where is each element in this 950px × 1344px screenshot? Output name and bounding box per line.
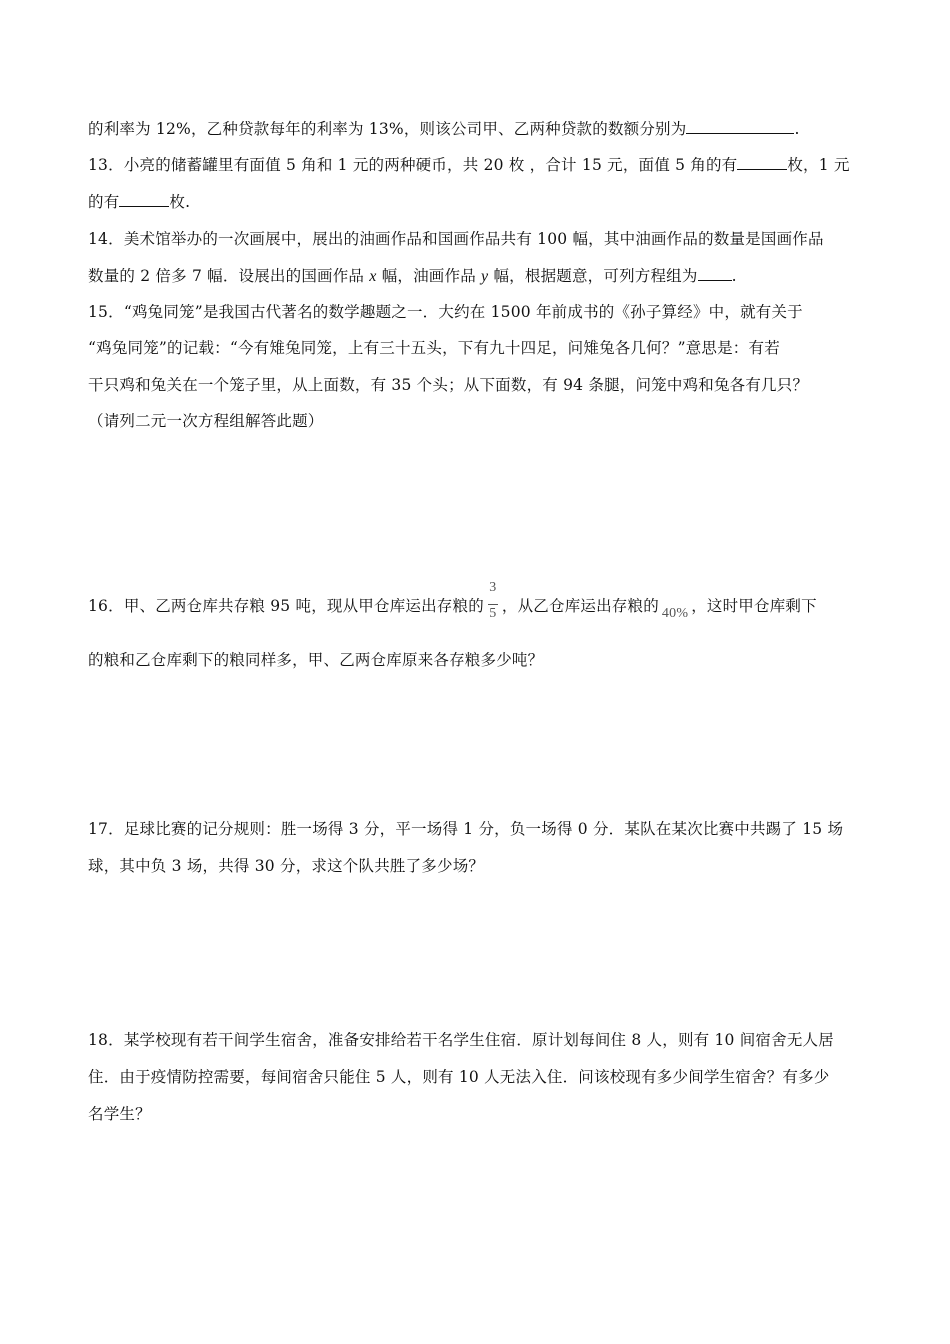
q13-blank-yuan[interactable] — [119, 192, 169, 207]
q17-line-2: 球，其中负 3 场，共得 30 分，求这个队共胜了多少场？ — [88, 857, 485, 875]
q15-line-1: 15．“鸡兔同笼”是我国古代著名的数学趣题之一．大约在 1500 年前成书的《孙子算经》中，就有关于 — [88, 303, 803, 321]
q18-line-3: 名学生？ — [88, 1105, 151, 1123]
percent-forty: 40% — [661, 606, 689, 621]
q14-answer-blank[interactable] — [698, 266, 732, 281]
var-x: x — [369, 268, 377, 285]
var-y: y — [481, 268, 489, 285]
q18-line-1: 18．某学校现有若干间学生宿舍，准备安排给若干名学生住宿．原计划每间住 8 人，则有 10 间宿舍无人居 — [88, 1031, 834, 1049]
fraction-three-fifths — [486, 580, 500, 621]
q12-line-1: 的利率为 12%，乙种贷款每年的利率为 13%，则该公司甲、乙两种贷款的数额分别为 . — [88, 120, 800, 138]
fraction-denominator: 5 — [489, 606, 497, 621]
q14-line-1: 14．美术馆举办的一次画展中，展出的油画作品和国画作品共有 100 幅，其中油画作品的数量是国画作品 — [88, 230, 824, 248]
q15-line-2: “鸡兔同笼”的记载：“今有雉兔同笼，上有三十五头，下有九十四足，问雉兔各几何？”意思是：有若 — [88, 339, 780, 357]
fraction-bar — [488, 604, 498, 605]
q16-line-1: 16．甲、乙两仓库共存粮 95 吨，现从甲仓库运出存粮的 $\frac{3}{5}$ ，从乙仓库运出存粮的 40% ，这时甲仓库剩下 — [88, 596, 817, 618]
q18-line-2: 住．由于疫情防控需要，每间宿舍只能住 5 人，则有 10 人无法入住．问该校现有多少间学生宿舍？有多少 — [88, 1068, 830, 1086]
q17-line-1: 17．足球比赛的记分规则：胜一场得 3 分，平一场得 1 分，负一场得 0 分．某队在某次比赛中共踢了 15 场 — [88, 820, 844, 838]
q15-line-3: 干只鸡和兔关在一个笼子里，从上面数，有 35 个头；从下面数，有 94 条腿，问笼中鸡和兔各有几只？ — [88, 376, 809, 394]
fraction-numerator: 3 — [489, 580, 497, 595]
q14-line-2: 数量的 2 倍多 7 幅．设展出的国画作品 x 幅，油画作品 y 幅，根据题意，可列方程组为 . — [88, 267, 737, 285]
q16-line-2: 的粮和乙仓库剩下的粮同样多，甲、乙两仓库原来各存粮多少吨？ — [88, 651, 544, 669]
q13-blank-jiao[interactable] — [737, 155, 787, 170]
q13-line-2: 的有 枚. — [88, 193, 191, 211]
q15-line-4: （请列二元一次方程组解答此题） — [88, 412, 324, 430]
q12-answer-blank[interactable] — [686, 119, 794, 134]
q13-line-1: 13．小亮的储蓄罐里有面值 5 角和 1 元的两种硬币，共 20 枚 ，合计 15 元，面值 5 角的有 枚，1 元 — [88, 156, 850, 174]
